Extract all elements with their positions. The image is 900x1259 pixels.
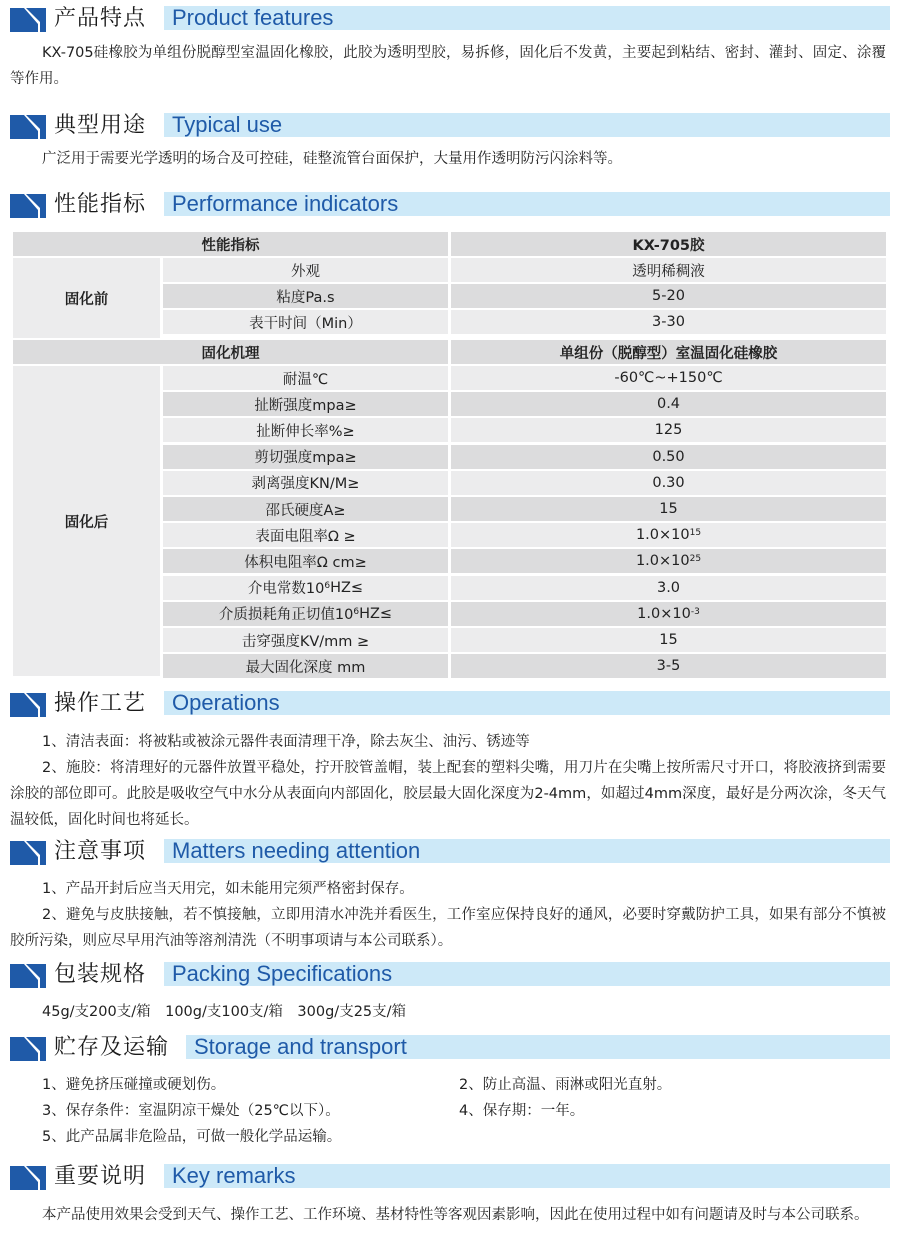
section-marker-icon bbox=[10, 194, 46, 218]
storage-item: 5、此产品属非危险品，可做一般化学品运输。 bbox=[42, 1129, 342, 1145]
table-row-name: 表干时间（Min） bbox=[163, 310, 448, 334]
storage-item: 3、保存条件：室温阴凉干燥处（25℃以下）。 bbox=[42, 1103, 340, 1119]
table-row-value: 15 bbox=[451, 497, 886, 521]
section-title-en: Performance indicators bbox=[172, 191, 399, 216]
section-header-use bbox=[10, 111, 890, 141]
section-marker-icon bbox=[10, 964, 46, 988]
section-title-en: Operations bbox=[172, 690, 280, 715]
table-row-name: 粘度Pa.s bbox=[163, 284, 448, 308]
group-after: 固化后 bbox=[13, 366, 160, 676]
table-row-name: 最大固化深度 mm bbox=[163, 654, 448, 678]
section-title-cn: 性能指标 bbox=[54, 192, 147, 217]
table-row-value: 15 bbox=[451, 628, 886, 652]
table-row-name: 击穿强度KV/mm ≥ bbox=[163, 628, 448, 652]
section-header-operations bbox=[10, 689, 890, 719]
section-marker-icon bbox=[10, 115, 46, 139]
storage-item: 2、防止高温、雨淋或阳光直射。 bbox=[459, 1077, 672, 1093]
table-row-value: -60℃~+150℃ bbox=[451, 366, 886, 390]
section-title-en: Typical use bbox=[172, 112, 283, 137]
section-band bbox=[164, 192, 890, 216]
table-row-name: 外观 bbox=[163, 258, 448, 282]
section-marker-icon bbox=[10, 1166, 46, 1190]
attention-text: 1、产品开封后应当天用完，如未能用完须严格密封保存。 2、避免与皮肤接触，若不慎接触，立即用清水冲洗并看医生，工作室应保持良好的通风，必要时穿戴防护工具，如果有部分不慎被胶所污染，则应尽早用汽油等溶剂清洗（不明事项请与本公司联系）。 bbox=[10, 881, 886, 949]
table-row-name: 体积电阻率Ω cm≥ bbox=[163, 549, 448, 573]
mechanism-label: 固化机理 bbox=[13, 340, 448, 364]
table-row-value: 3.0 bbox=[451, 576, 886, 600]
section-title-cn: 注意事项 bbox=[54, 839, 147, 864]
section-marker-icon bbox=[10, 841, 46, 865]
table-row-name: 邵氏硬度A≥ bbox=[163, 497, 448, 521]
section-header-performance bbox=[10, 190, 890, 220]
table-header-right: KX-705胶 bbox=[451, 232, 886, 256]
section-band bbox=[164, 1164, 890, 1188]
storage-list bbox=[10, 1072, 890, 1152]
table-row-value: 0.30 bbox=[451, 471, 886, 495]
section-header-storage bbox=[10, 1033, 890, 1063]
section-band bbox=[186, 1035, 890, 1059]
table-row-name: 扯断强度mpa≥ bbox=[163, 392, 448, 416]
section-header-remarks bbox=[10, 1162, 890, 1192]
table-row-name: 表面电阻率Ω ≥ bbox=[163, 523, 448, 547]
section-title-en: Matters needing attention bbox=[172, 838, 421, 863]
section-band bbox=[164, 962, 890, 986]
table-row-value: 5-20 bbox=[451, 284, 886, 308]
section-marker-icon bbox=[10, 693, 46, 717]
table-header-left: 性能指标 bbox=[13, 232, 448, 256]
section-title-cn: 贮存及运输 bbox=[54, 1035, 170, 1060]
use-text: 广泛用于需要光学透明的场合及可控硅，硅整流管台面保护，大量用作透明防污闪涂料等。 bbox=[42, 151, 622, 167]
group-before: 固化前 bbox=[13, 258, 160, 338]
section-title-cn: 重要说明 bbox=[54, 1164, 147, 1189]
table-row-name: 剥离强度KN/M≥ bbox=[163, 471, 448, 495]
mechanism-value: 单组份（脱醇型）室温固化硅橡胶 bbox=[451, 340, 886, 364]
section-header-features bbox=[10, 4, 890, 34]
storage-item: 1、避免挤压碰撞或硬划伤。 bbox=[42, 1077, 226, 1093]
table-row-value: 透明稀稠液 bbox=[451, 258, 886, 282]
section-marker-icon bbox=[10, 1037, 46, 1061]
section-title-en: Key remarks bbox=[172, 1163, 296, 1188]
section-band bbox=[164, 6, 890, 30]
table-row-value: 3-30 bbox=[451, 310, 886, 334]
section-title-en: Storage and transport bbox=[194, 1034, 407, 1059]
section-title-en: Product features bbox=[172, 5, 334, 30]
section-band bbox=[164, 839, 890, 863]
storage-item: 4、保存期：一年。 bbox=[459, 1103, 585, 1119]
section-title-cn: 产品特点 bbox=[54, 6, 147, 31]
section-band bbox=[164, 113, 890, 137]
table-row-name: 介电常数10 $^6$ HZ≤ bbox=[163, 576, 448, 600]
table-row-value: 125 bbox=[451, 418, 886, 442]
table-row-value: 1.0×10 $^{-3}$ bbox=[451, 602, 886, 626]
packing-text: 45g/支200支/箱 100g/支100支/箱 300g/支25支/箱 bbox=[42, 1004, 407, 1020]
table-row-name: 扯断伸长率%≥ bbox=[163, 418, 448, 442]
features-text: KX-705硅橡胶为单组份脱醇型室温固化橡胶，此胶为透明型胶，易拆修，固化后不发黄，主要起到粘结、密封、灌封、固定、涂覆等作用。 bbox=[10, 45, 886, 87]
table-row-name: 剪切强度mpa≥ bbox=[163, 445, 448, 469]
table-row-name: 介质损耗角正切值10 $^6$ HZ≤ bbox=[163, 602, 448, 626]
section-header-attention bbox=[10, 837, 890, 867]
table-row-value: 0.50 bbox=[451, 445, 886, 469]
section-title-cn: 包装规格 bbox=[54, 962, 147, 987]
section-title-en: Packing Specifications bbox=[172, 961, 393, 986]
operations-text: 1、清洁表面：将被粘或被涂元器件表面清理干净，除去灰尘、油污、锈迹等 2、施胶：将清理好的元器件放置平稳处，拧开胶管盖帽，装上配套的塑料尖嘴，用刀片在尖嘴上按所需尺寸开口，将胶液挤到需要涂胶的部位即可。此胶是吸收空气中水分从表面向内部固化，胶层最大固化深度为2-4mm，如超过4mm深度，最好是分两次涂，冬天气温较低，固化时间也将延长。 bbox=[10, 734, 886, 828]
table-row-value: 3-5 bbox=[451, 654, 886, 678]
section-title-cn: 典型用途 bbox=[54, 113, 147, 138]
table-row-value: 1.0×10 $^{25}$ bbox=[451, 549, 886, 573]
table-row-value: 0.4 bbox=[451, 392, 886, 416]
section-marker-icon bbox=[10, 8, 46, 32]
section-header-packing bbox=[10, 960, 890, 990]
section-band bbox=[164, 691, 890, 715]
remarks-text: 本产品使用效果会受到天气、操作工艺、工作环境、基材特性等客观因素影响，因此在使用过程中如有问题请及时与本公司联系。 bbox=[42, 1207, 869, 1223]
table-row-name: 耐温℃ bbox=[163, 366, 448, 390]
section-title-cn: 操作工艺 bbox=[54, 691, 147, 716]
table-row-value: 1.0×10 $^{15}$ bbox=[451, 523, 886, 547]
